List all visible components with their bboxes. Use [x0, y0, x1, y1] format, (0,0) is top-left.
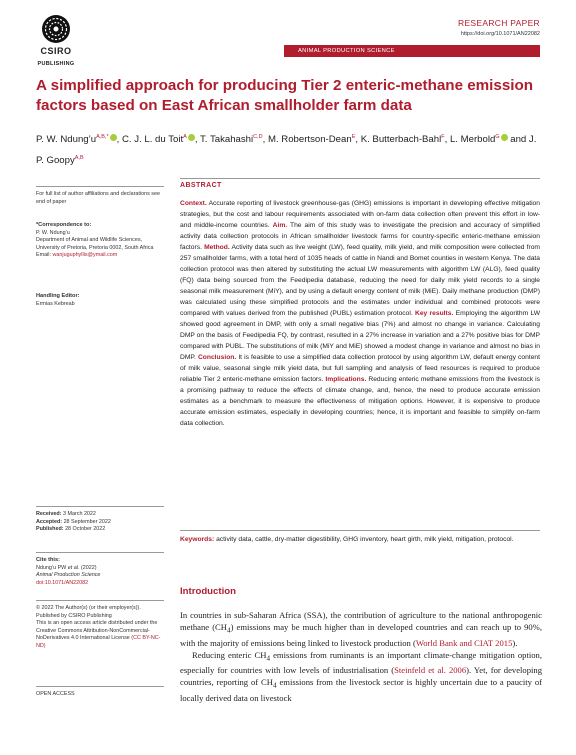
open-access-label: OPEN ACCESS: [36, 691, 75, 697]
introduction-paragraph-2: Reducing enteric $CH_4$ emissions from ruminants is an important climate-change mitigation option, especially for countries with low levels of industrialisation (Steinfeld et al. 2006). Yet, for developing countries, reporting of $CH_4$ emissions from the livestock sector is highly uncertain due to a paucity of locally derived data on livestock: [180, 649, 542, 704]
keywords-block: [180, 534, 540, 545]
author-name: K. Butterbach-Bahl: [360, 134, 442, 146]
orcid-icon[interactable]: [501, 134, 508, 141]
author-affiliation-marker: F: [441, 134, 445, 140]
journal-banner: ANIMAL PRODUCTION SCIENCE: [284, 45, 540, 57]
correspondence-name: P. W. Ndung’u: [36, 229, 70, 236]
author-affiliation-marker: E: [351, 134, 356, 140]
logo-text: CSIRO: [40, 46, 72, 56]
affiliation-note: For full list of author affiliations and declarations see end of paper: [36, 191, 160, 205]
context-text: Accurate reporting of livestock greenhouse-gas (GHG) emissions is important in developing effective mitigation strategies, but the cost and labour requirements associated with on-farm data collection often prevent this effort in low- and middle-income countries.: [180, 200, 540, 229]
author[interactable]: [122, 134, 195, 145]
introduction-body: [180, 609, 542, 704]
context-label: Context.: [180, 200, 207, 207]
author-separator: and: [507, 134, 529, 146]
correspondence-department: Department of Animal and Wildlife Sciences, University of Pretoria, Pretoria 0002, South Africa: [36, 237, 154, 251]
received-label: Received:: [36, 511, 62, 517]
cite-etal: et al.: [67, 564, 80, 571]
author[interactable]: [361, 134, 445, 145]
author-list: [36, 128, 546, 170]
author-name: M. Robertson-Dean: [267, 134, 352, 146]
results-text: Employing the algorithm LW showed good agreement in DMP, with only a small negative bias (7%) and almost no change in variance. Calculating DMP on the basis of Feedipedia FQ, by contrast, resulted in a 27% increase in variation and a 27% positive bias for DMP compared with PUBL. The substitutions of milk (MiY and MiE) showed a modest change in variance and almost no bias in DMP.: [180, 310, 541, 361]
author-affiliation-marker: C,D: [253, 134, 263, 140]
cite-block: [36, 552, 164, 587]
keywords-text: activity data, cattle, dry-matter digestibility, GHG inventory, heart girth, milk yield, mitigation, protocol.: [216, 536, 514, 543]
cite-doi-link[interactable]: doi:10.1071/AN22082: [36, 579, 89, 586]
abstract-body: [180, 198, 540, 429]
method-label: Method.: [204, 244, 230, 251]
conclusion-text: It is feasible to use a simplified data collection protocol by using algorithm LW, default energy content of milk value, seasonal single milk yield data, but full sampling and analysis of feed resources is required to produce reliable Tier 2 enteric-methane emission factors.: [180, 354, 540, 383]
cite-heading: Cite this:: [36, 557, 60, 563]
cite-year: (2022): [80, 564, 97, 571]
license-text: This is an open access article distributed under the Creative Commons Attribution-NonCommercial-NoDerivatives 4.0 International License: [36, 620, 158, 642]
method-text: Activity data such as live weight (LW), feed quality, milk yield, and milk composition were collected from 257 smallholder farms, with a total herd of 1035 heads of cattle in Nandi and Bomet counties in western Kenya. The data collection protocol was then altered by substituting the actual LW measurements with algorithm LW (ALG), feed quality (FQ) data being sourced from the Feedipedia database, reducing the need for daily milk yield records to a single seasonal milk measurement (MiY), and by using a default energy content of milk (MiE). Daily methane production (DMP) was calculated using these simplified protocols and the estimates under individual and combined protocols were compared with values derived from the published (PUBL) estimation protocol.: [180, 244, 541, 317]
introduction-paragraph-1: In countries in sub-Saharan Africa (SSA), the contribution of agriculture to the national anthropogenic methane $(CH_4)$ emissions may be much higher than in developed countries and can reach up to 90%, with the majority of emissions being linked to livestock production (World Bank and CIAT 2015).: [180, 610, 542, 648]
accepted-row: [36, 519, 164, 527]
author-separator: ,: [194, 134, 200, 146]
results-label: Key results.: [415, 310, 454, 317]
author-separator: ,: [262, 134, 268, 146]
author-separator: ,: [116, 134, 122, 146]
aim-text: The aim of this study was to investigate the precision and accuracy of simplified activity data collection protocols in African smallholder livestock farms for country-specific enteric-methane emission factors.: [180, 222, 540, 251]
article-meta: [458, 18, 540, 37]
implications-label: Implications.: [325, 376, 367, 383]
author[interactable]: [450, 134, 508, 145]
correspondence-heading: *Correspondence to:: [36, 222, 92, 228]
author-separator: ,: [355, 134, 361, 146]
introduction-heading: Introduction: [180, 586, 236, 597]
article-type: RESEARCH PAPER: [458, 18, 540, 28]
cite-authors: Ndung’u PW: [36, 564, 67, 571]
published-row: [36, 526, 164, 534]
email-link[interactable]: wanjuguphyllis@ymail.com: [52, 252, 118, 259]
dates-block: [36, 506, 164, 534]
csiro-logo: [28, 14, 84, 67]
author-name: C. J. L. du Toit: [121, 134, 184, 146]
author-affiliation-marker: A: [183, 134, 187, 140]
orcid-icon[interactable]: [188, 134, 195, 141]
received-date: 3 March 2022: [62, 511, 96, 517]
author-affiliation-marker: G: [495, 134, 500, 140]
published-label: Published:: [36, 526, 64, 533]
author[interactable]: [36, 134, 117, 145]
handling-editor-name: Ermias Kebreab: [36, 300, 75, 307]
handling-editor-block: [36, 293, 164, 308]
license-link[interactable]: (CC BY-NC-ND): [36, 635, 161, 649]
handling-editor-heading: Handling Editor:: [36, 293, 80, 299]
article-doi[interactable]: https://doi.org/10.1071/AN22082: [460, 31, 540, 37]
aim-label: Aim.: [272, 222, 288, 229]
copyright-text: © 2022 The Author(s) (or their employer(s)). Published by CSIRO Publishing: [36, 605, 141, 619]
author-affiliation-marker: A,B,*: [96, 134, 109, 140]
affiliation-note-box: [36, 186, 164, 206]
csiro-logo-icon: [41, 14, 71, 44]
keywords-rule: [180, 530, 540, 531]
author-name: J. P. Goopy: [36, 134, 537, 167]
author-separator: ,: [444, 134, 450, 146]
implications-text: Reducing enteric methane emissions from the livestock is a promising pathway to reduce the effects of climate change, and, hence, the need to produce accurate emission estimates as a benchmark to measure the effectiveness of mitigation options. However, it is expensive to produce accurate emission estimates, especially in developing countries; hence, it is important and feasible to simplify on-farm data collection.: [180, 376, 541, 427]
orcid-icon[interactable]: [110, 134, 117, 141]
license-block: [36, 600, 164, 651]
accepted-label: Accepted:: [36, 518, 63, 525]
author-name: L. Merbold: [449, 134, 496, 146]
author[interactable]: [268, 134, 355, 145]
paper-title: A simplified approach for producing Tier 2 enteric-methane emission factors based on East African smallholder farm data: [36, 77, 534, 114]
correspondence-block: [36, 222, 164, 260]
citation-link[interactable]: World Bank and CIAT 2015: [415, 637, 513, 648]
published-date: 28 October 2022: [65, 526, 106, 533]
accepted-date: 28 September 2022: [63, 518, 111, 525]
publishing-label: PUBLISHING: [37, 61, 75, 67]
abstract-heading: ABSTRACT: [180, 182, 222, 189]
received-row: [36, 511, 164, 519]
conclusion-label: Conclusion.: [197, 354, 237, 361]
correspondence-email-row: [36, 252, 164, 260]
author-name: P. W. Ndung’u: [36, 134, 97, 146]
cite-journal: Animal Production Science: [36, 572, 101, 579]
author-name: T. Takahashi: [199, 134, 254, 146]
open-access-block: [36, 686, 164, 699]
keywords-label: Keywords:: [180, 536, 215, 543]
author-affiliation-marker: A,B: [74, 155, 84, 162]
citation-link[interactable]: Steinfeld et al. 2006: [394, 665, 467, 676]
author[interactable]: [200, 134, 263, 145]
abstract-top-rule: [180, 178, 540, 179]
email-label: Email:: [36, 252, 51, 259]
cite-line: [36, 565, 164, 573]
